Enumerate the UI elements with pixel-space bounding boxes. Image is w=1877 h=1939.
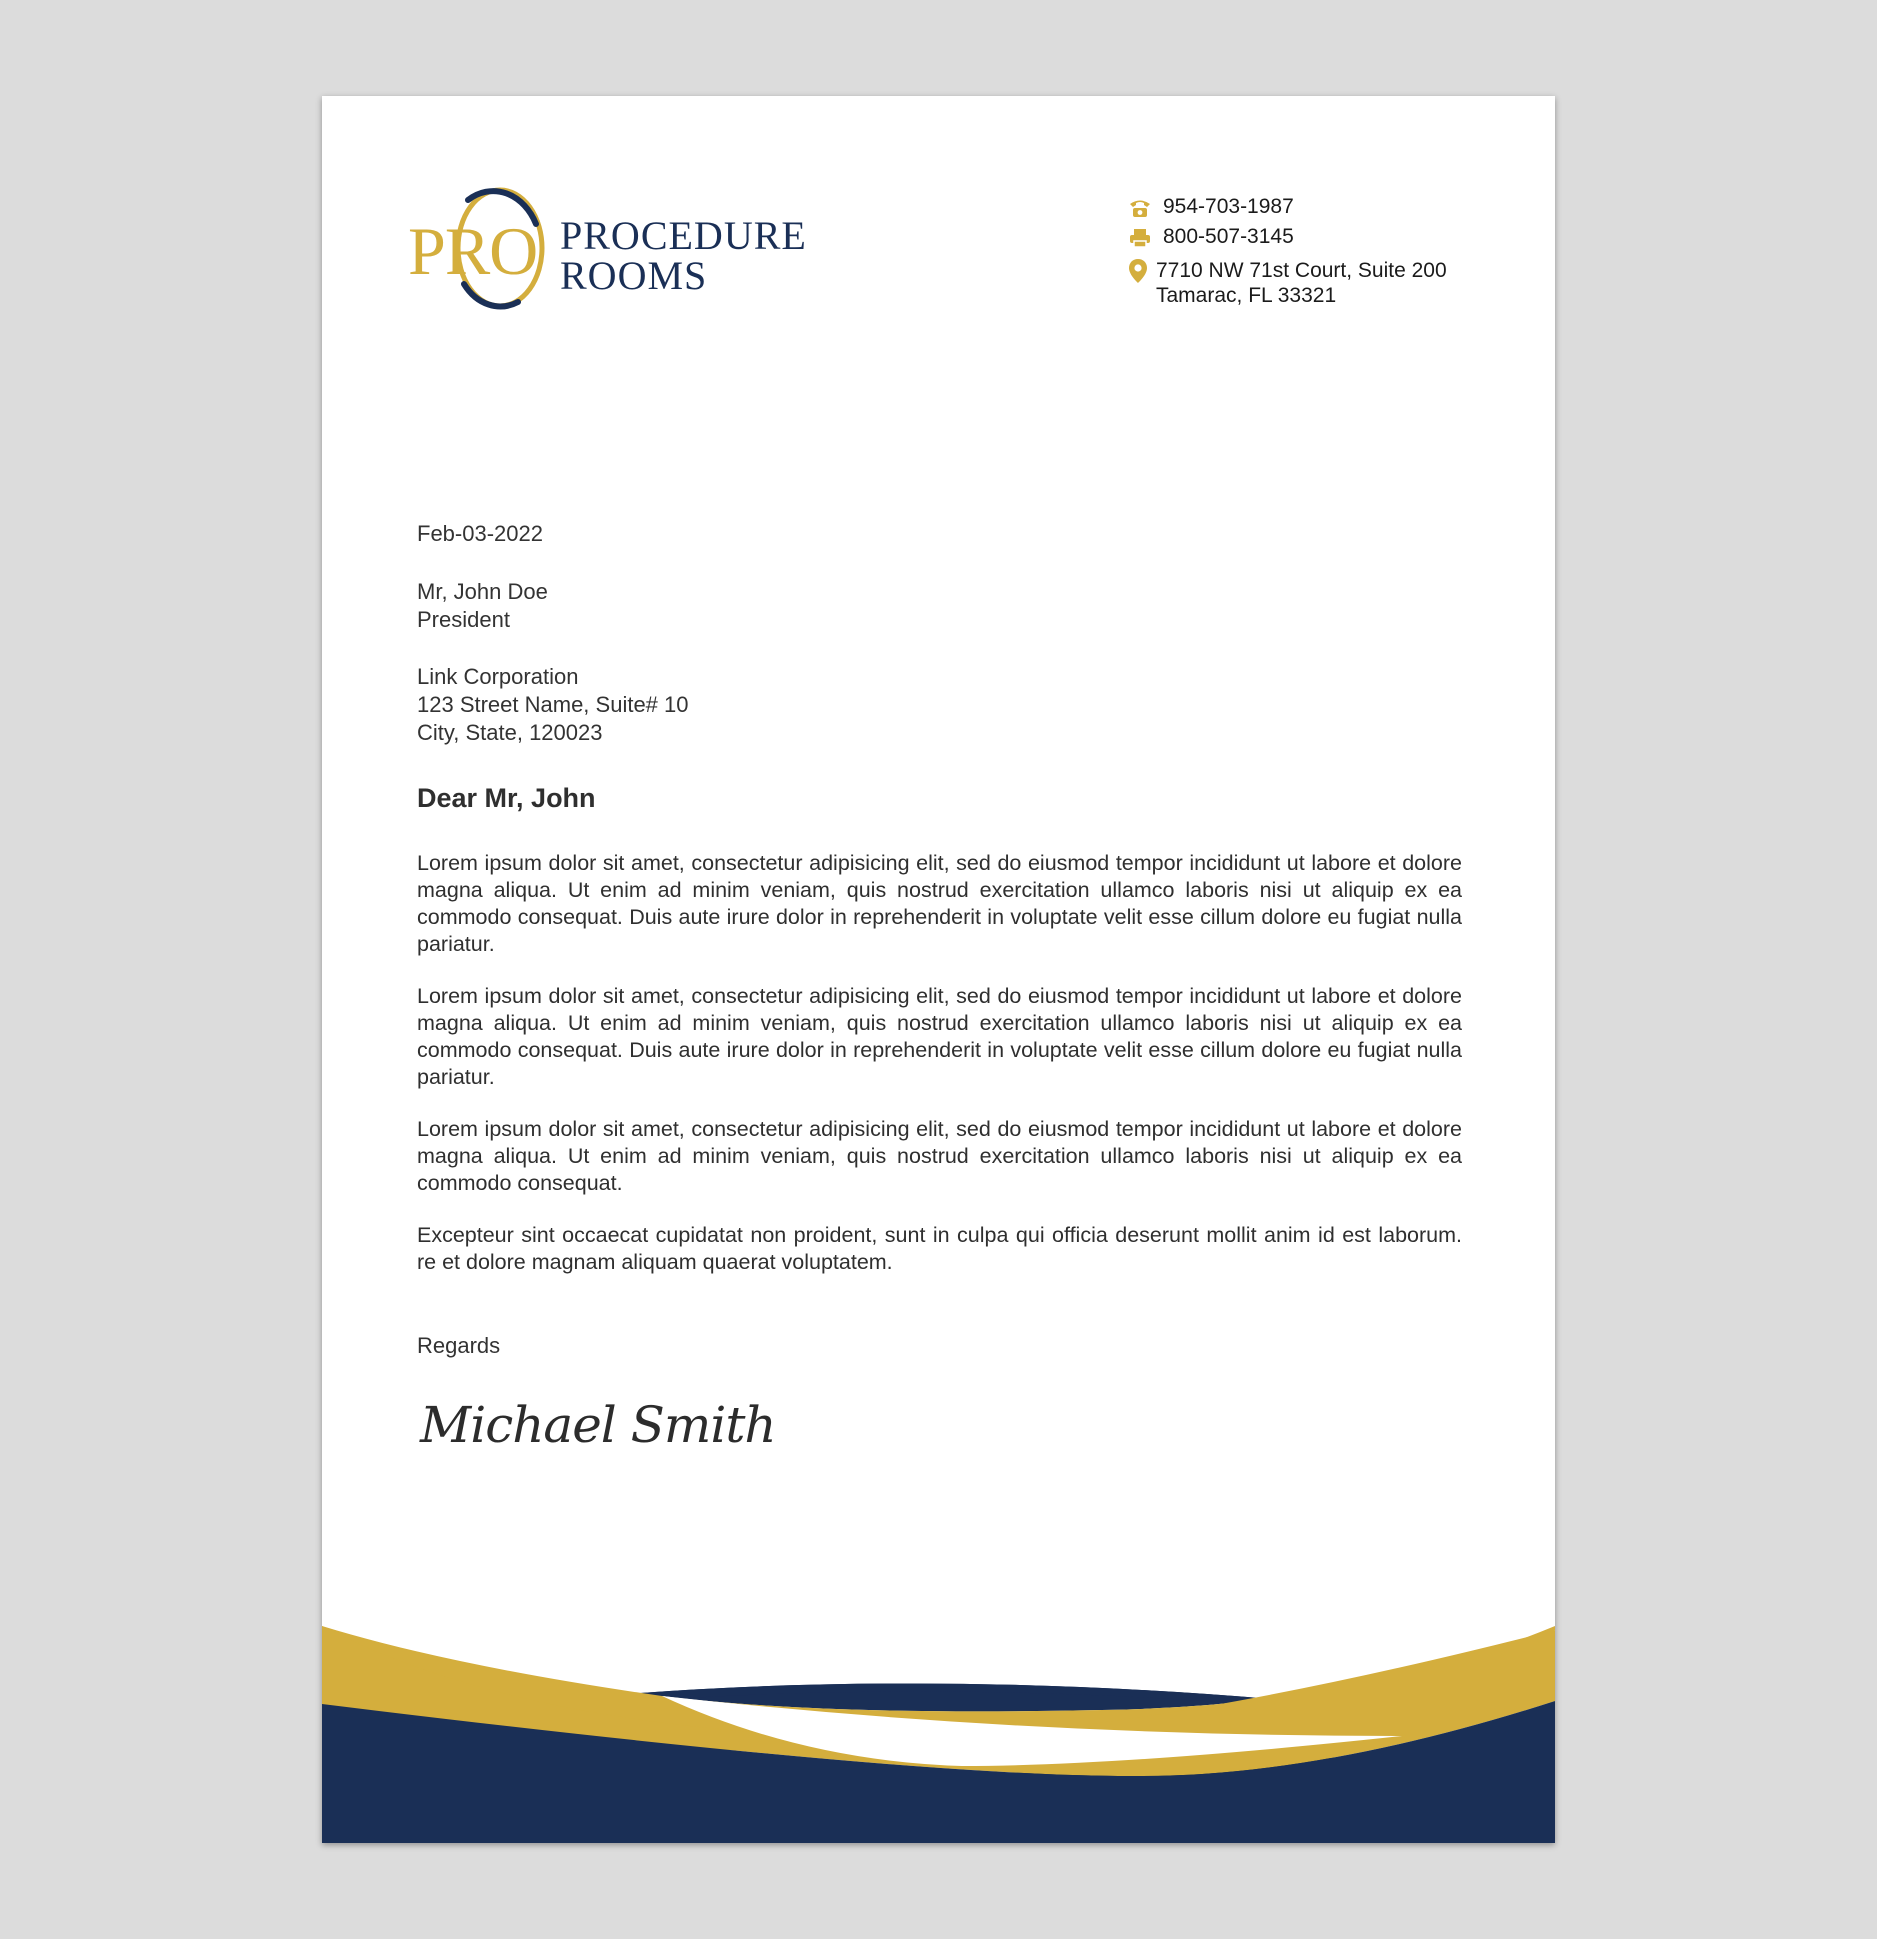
body-paragraph: Lorem ipsum dolor sit amet, consectetur adipisicing elit, sed do eiusmod tempor incididunt ut labore et dolore magna aliqua. Ut enim ad minim veniam, quis nostrud exercitation ullamco laboris nisi ut aliquip ex ea commodo consequat. — [417, 1117, 1462, 1195]
signature: Michael Smith — [420, 1396, 776, 1454]
phone-icon — [1128, 197, 1152, 219]
contact-address-line1: 7710 NW 71st Court, Suite 200 — [1156, 259, 1447, 282]
company-logo — [408, 184, 878, 314]
company-street: 123 Street Name, Suite# 10 — [417, 692, 689, 717]
company-name: Link Corporation — [417, 664, 579, 689]
location-pin-icon — [1128, 258, 1148, 284]
fax-icon — [1128, 227, 1152, 249]
contact-address-line2: Tamarac, FL 33321 — [1156, 284, 1337, 307]
recipient-title: President — [417, 607, 510, 632]
logo-name-line1: PROCEDURE — [560, 213, 807, 258]
recipient-company-block — [417, 663, 689, 747]
body-paragraph: Excepteur sint occaecat cupidatat non proident, sunt in culpa qui officia deserunt mollit anim id est laborum. re et dolore magnam aliquam quaerat voluptatem. — [417, 1223, 1462, 1274]
letterhead-page — [322, 96, 1555, 1843]
logo-mark: PRO — [408, 213, 538, 289]
body-paragraph: Lorem ipsum dolor sit amet, consectetur adipisicing elit, sed do eiusmod tempor incididunt ut labore et dolore magna aliqua. Ut enim ad minim veniam, quis nostrud exercitation ullamco laboris nisi ut aliquip ex ea commodo consequat. Duis aute irure dolor in reprehenderit in voluptate velit esse cillum dolore eu fugiat nulla pariatur. — [417, 984, 1462, 1089]
logo-name-line2: ROOMS — [560, 253, 708, 298]
recipient-name: Mr, John Doe — [417, 579, 548, 604]
greeting: Dear Mr, John — [417, 783, 596, 813]
letter-date: Feb-03-2022 — [417, 521, 543, 546]
recipient-block — [417, 578, 548, 634]
footer-wave-decoration — [322, 1626, 1555, 1843]
company-city: City, State, 120023 — [417, 720, 603, 745]
contact-fax[interactable]: 800-507-3145 — [1163, 225, 1294, 248]
body-paragraph: Lorem ipsum dolor sit amet, consectetur adipisicing elit, sed do eiusmod tempor incididunt ut labore et dolore magna aliqua. Ut enim ad minim veniam, quis nostrud exercitation ullamco laboris nisi ut aliquip ex ea commodo consequat. Duis aute irure dolor in reprehenderit in voluptate velit esse cillum dolore eu fugiat nulla pariatur. — [417, 851, 1462, 956]
closing: Regards — [417, 1333, 501, 1358]
contact-phone[interactable]: 954-703-1987 — [1163, 195, 1294, 218]
